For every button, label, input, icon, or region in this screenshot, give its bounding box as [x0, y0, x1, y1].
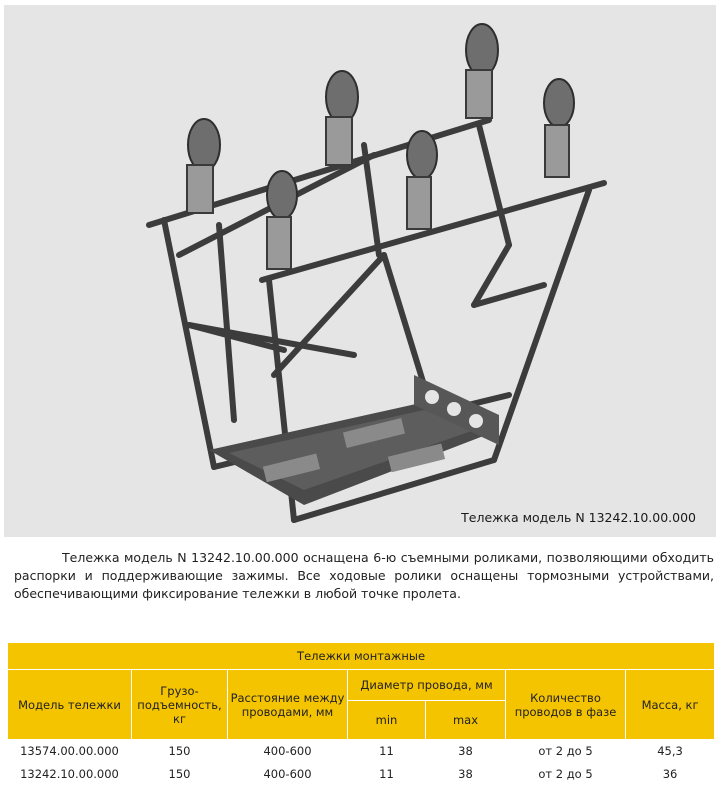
col-header-capacity: Грузо-подъемность, кг: [132, 670, 228, 740]
cell-mass: 45,3: [626, 740, 715, 763]
cell-distance: 400-600: [228, 763, 348, 786]
cell-max: 38: [426, 740, 506, 763]
trolley-illustration: [4, 5, 716, 537]
col-header-count: Количество проводов в фазе: [506, 670, 626, 740]
image-caption: Тележка модель N 13242.10.00.000: [461, 510, 696, 525]
cell-count: от 2 до 5: [506, 740, 626, 763]
product-photo: [4, 5, 716, 537]
cell-distance: 400-600: [228, 740, 348, 763]
col-header-mass: Масса, кг: [626, 670, 715, 740]
cell-min: 11: [348, 763, 426, 786]
table-row: [8, 763, 715, 786]
table-row: [8, 740, 715, 763]
col-header-max: max: [426, 701, 506, 740]
col-header-min: min: [348, 701, 426, 740]
col-header-distance: Расстояние между проводами, мм: [228, 670, 348, 740]
spec-table: [7, 642, 715, 786]
cell-model: 13574.00.00.000: [8, 740, 132, 763]
col-header-diameter: Диаметр провода, мм: [348, 670, 506, 701]
cell-min: 11: [348, 740, 426, 763]
cell-capacity: 150: [132, 740, 228, 763]
product-description: Тележка модель N 13242.10.00.000 оснащена 6-ю съемными роликами, позволяющими обходить распорки и поддерживающие зажимы. Все ходовые ролики оснащены тормозными устройствами, обеспечивающими фиксирование тележки в любой точке пролета.: [14, 550, 714, 601]
table-title: Тележки монтажные: [8, 643, 715, 670]
cell-max: 38: [426, 763, 506, 786]
cell-mass: 36: [626, 763, 715, 786]
cell-capacity: 150: [132, 763, 228, 786]
col-header-model: Модель тележки: [8, 670, 132, 740]
cell-count: от 2 до 5: [506, 763, 626, 786]
cell-model: 13242.10.00.000: [8, 763, 132, 786]
